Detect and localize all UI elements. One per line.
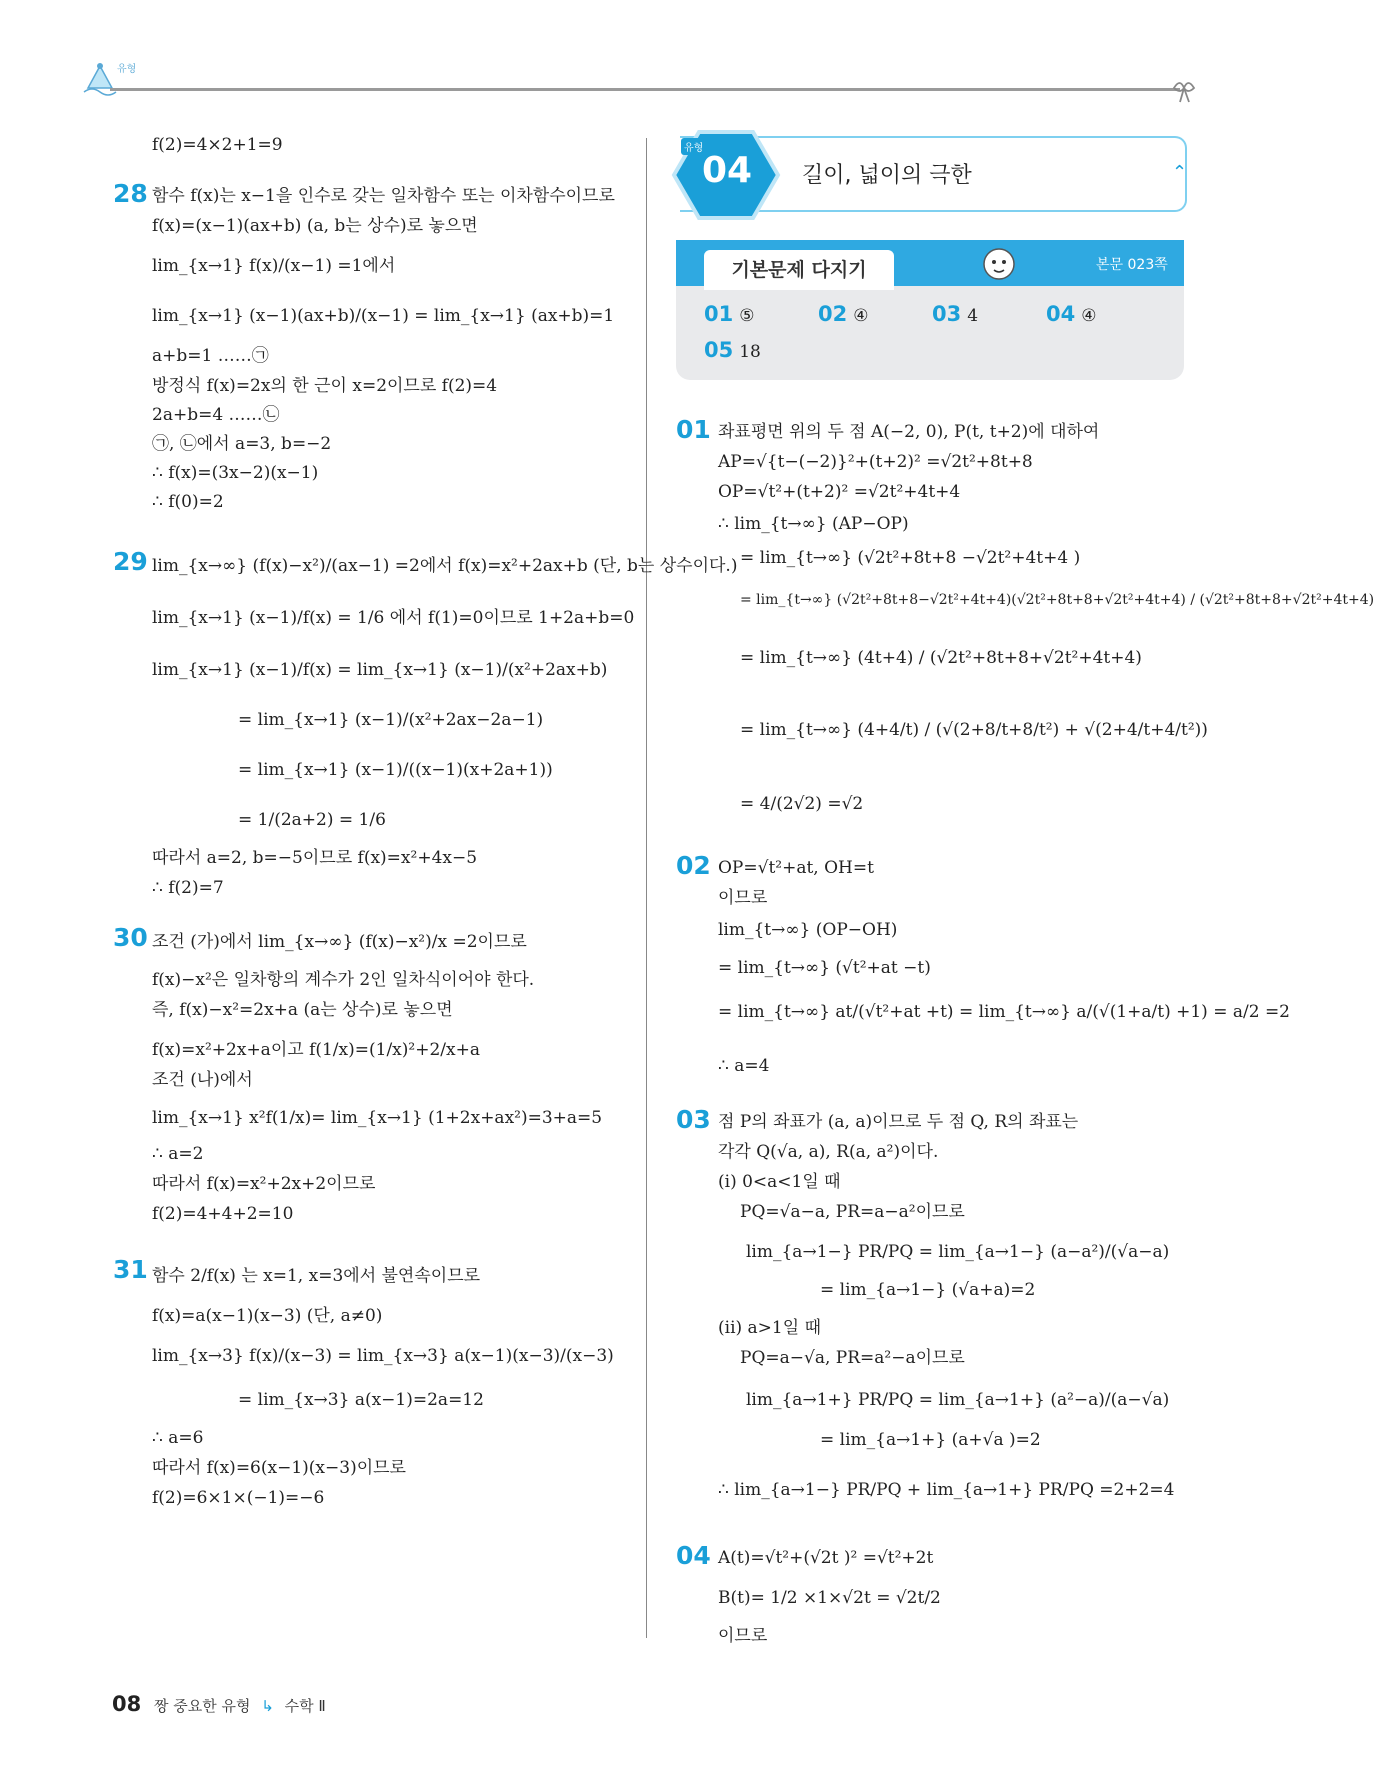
line: 좌표평면 위의 두 점 A(−2, 0), P(t, t+2)에 대하여 <box>718 422 1100 442</box>
line: a+b=1 ……㉠ <box>152 346 269 366</box>
line: lim_{x→1} (x−1)(ax+b)/(x−1) = lim_{x→1} (ax+b)=1 <box>152 306 615 326</box>
section-title: 길이, 넓이의 극한 <box>802 163 972 188</box>
problem-number: 02 <box>676 851 711 880</box>
line: ∴ a=6 <box>152 1428 204 1448</box>
line: 즉, f(x)−x²=2x+a (a는 상수)로 놓으면 <box>152 1000 453 1020</box>
line: lim_{x→∞} (f(x)−x²)/(ax−1) =2에서 f(x)=x²+2ax+b (단, b는 상수이다.) <box>152 556 738 576</box>
line: 방정식 f(x)=2x의 한 근이 x=2이므로 f(2)=4 <box>152 376 498 396</box>
line: f(2)=4×2+1=9 <box>152 135 283 155</box>
line: = lim_{x→1} (x−1)/(x²+2ax−2a−1) <box>238 710 544 730</box>
line: A(t)=√t²+(√2t )² =√t²+2t <box>718 1548 934 1568</box>
line: f(x)=x²+2x+a이고 f(1/x)=(1/x)²+2/x+a <box>152 1040 480 1060</box>
line: ∴ f(2)=7 <box>152 878 224 898</box>
line: OP=√t²+at, OH=t <box>718 858 874 878</box>
line: lim_{x→1} (x−1)/f(x) = lim_{x→1} (x−1)/(x²+2ax+b) <box>152 660 608 680</box>
page-footer <box>112 1692 326 1716</box>
subject: 수학 Ⅱ <box>284 1697 326 1715</box>
line: 따라서 f(x)=6(x−1)(x−3)이므로 <box>152 1458 406 1478</box>
line: 이므로 <box>718 888 768 908</box>
problem-number: 30 <box>113 923 148 952</box>
line: 조건 (가)에서 lim_{x→∞} (f(x)−x²)/x =2이므로 <box>152 932 527 952</box>
line: lim_{t→∞} (OP−OH) <box>718 920 898 940</box>
line: 2a+b=4 ……㉡ <box>152 405 280 425</box>
line: 함수 f(x)는 x−1을 인수로 갖는 일차함수 또는 이차함수이므로 <box>152 186 615 206</box>
line: ∴ lim_{a→1−} PR/PQ + lim_{a→1+} PR/PQ =2+2=4 <box>718 1480 1175 1500</box>
problem-number: 29 <box>113 547 148 576</box>
bow-icon <box>1170 78 1200 109</box>
caret-icon: ⌃ <box>1172 162 1188 183</box>
line: PQ=√a−a, PR=a−a²이므로 <box>740 1202 965 1222</box>
problem-number: 01 <box>676 415 711 444</box>
line: PQ=a−√a, PR=a²−a이므로 <box>740 1348 965 1368</box>
book-title: 짱 중요한 유형 <box>154 1697 251 1715</box>
page-number: 08 <box>112 1692 142 1716</box>
line: = lim_{t→∞} (√2t²+8t+8 −√2t²+4t+4 ) <box>740 548 1081 568</box>
line: = lim_{t→∞} (4t+4) / (√2t²+8t+8+√2t²+4t+4) <box>740 648 1142 668</box>
line: = lim_{t→∞} (√2t²+8t+8−√2t²+4t+4)(√2t²+8t+8+√2t²+4t+4) / (√2t²+8t+8+√2t²+4t+4) <box>740 592 1374 608</box>
line: f(x)−x²은 일차항의 계수가 2인 일차식이어야 한다. <box>152 970 535 990</box>
line: ∴ a=4 <box>718 1056 770 1076</box>
problem-number: 04 <box>676 1541 711 1570</box>
answer-item: 04 ④ <box>1046 302 1097 326</box>
line: = lim_{t→∞} (√t²+at −t) <box>718 958 931 978</box>
line: f(2)=4+4+2=10 <box>152 1204 294 1224</box>
problem-number: 31 <box>113 1255 148 1284</box>
answer-item: 05 18 <box>704 338 761 362</box>
problem-number: 03 <box>676 1105 711 1134</box>
line: = 4/(2√2) =√2 <box>740 794 864 814</box>
line: = lim_{t→∞} (4+4/t) / (√(2+8/t+8/t²) + √(2+4/t+4/t²)) <box>740 720 1208 740</box>
line: (ii) a>1일 때 <box>718 1318 821 1338</box>
line: 함수 2/f(x) 는 x=1, x=3에서 불연속이므로 <box>152 1266 481 1286</box>
line: 점 P의 좌표가 (a, a)이므로 두 점 Q, R의 좌표는 <box>718 1112 1079 1132</box>
line: ∴ f(x)=(3x−2)(x−1) <box>152 463 319 483</box>
line: 각각 Q(√a, a), R(a, a²)이다. <box>718 1142 939 1162</box>
line: 따라서 f(x)=x²+2x+2이므로 <box>152 1174 376 1194</box>
basic-box-tab: 기본문제 다지기 <box>704 250 894 290</box>
line: lim_{x→1} f(x)/(x−1) =1에서 <box>152 256 396 276</box>
line: ㉠, ㉡에서 a=3, b=−2 <box>152 434 332 454</box>
line: OP=√t²+(t+2)² =√2t²+4t+4 <box>718 482 961 502</box>
answer-item: 02 ④ <box>818 302 869 326</box>
section-number: 04 <box>702 150 753 191</box>
answer-item: 01 ⑤ <box>704 302 755 326</box>
line: lim_{a→1−} PR/PQ = lim_{a→1−} (a−a²)/(√a−a) <box>746 1242 1170 1262</box>
line: lim_{x→1} (x−1)/f(x) = 1/6 에서 f(1)=0이므로 1+2a+b=0 <box>152 608 635 628</box>
line: 이므로 <box>718 1626 768 1646</box>
line: ∴ a=2 <box>152 1144 204 1164</box>
line: = 1/(2a+2) = 1/6 <box>238 810 386 830</box>
ribbon-label: 유형 <box>117 64 137 75</box>
page-reference: 본문 023쪽 <box>1096 257 1168 273</box>
answer-item: 03 4 <box>932 302 979 326</box>
line: f(2)=6×1×(−1)=−6 <box>152 1488 325 1508</box>
basic-answers-box <box>676 240 1184 380</box>
line: = lim_{a→1+} (a+√a )=2 <box>820 1430 1041 1450</box>
header-rule <box>110 88 1180 91</box>
line: = lim_{x→3} a(x−1)=2a=12 <box>238 1390 484 1410</box>
column-divider <box>646 138 647 1638</box>
mascot-icon <box>976 244 1022 293</box>
line: lim_{a→1+} PR/PQ = lim_{a→1+} (a²−a)/(a−√a) <box>746 1390 1170 1410</box>
line: = lim_{a→1−} (√a+a)=2 <box>820 1280 1036 1300</box>
arrow-icon: ↳ <box>261 1697 274 1715</box>
line: f(x)=a(x−1)(x−3) (단, a≠0) <box>152 1306 383 1326</box>
line: B(t)= 1/2 ×1×√2t = √2t/2 <box>718 1588 941 1608</box>
problem-number: 28 <box>113 179 148 208</box>
line: = lim_{t→∞} at/(√t²+at +t) = lim_{t→∞} a/(√(1+a/t) +1) = a/2 =2 <box>718 1002 1290 1022</box>
line: (i) 0<a<1일 때 <box>718 1172 841 1192</box>
line: AP=√{t−(−2)}²+(t+2)² =√2t²+8t+8 <box>718 452 1033 472</box>
line: 조건 (나)에서 <box>152 1070 253 1090</box>
line: f(x)=(x−1)(ax+b) (a, b는 상수)로 놓으면 <box>152 216 478 236</box>
line: 따라서 a=2, b=−5이므로 f(x)=x²+4x−5 <box>152 848 478 868</box>
line: = lim_{x→1} (x−1)/((x−1)(x+2a+1)) <box>238 760 553 780</box>
line: ∴ lim_{t→∞} (AP−OP) <box>718 514 909 534</box>
line: lim_{x→1} x²f(1/x)= lim_{x→1} (1+2x+ax²)=3+a=5 <box>152 1108 603 1128</box>
line: ∴ f(0)=2 <box>152 492 224 512</box>
section-badge: 유형 <box>681 138 706 155</box>
line: lim_{x→3} f(x)/(x−3) = lim_{x→3} a(x−1)(x−3)/(x−3) <box>152 1346 614 1366</box>
